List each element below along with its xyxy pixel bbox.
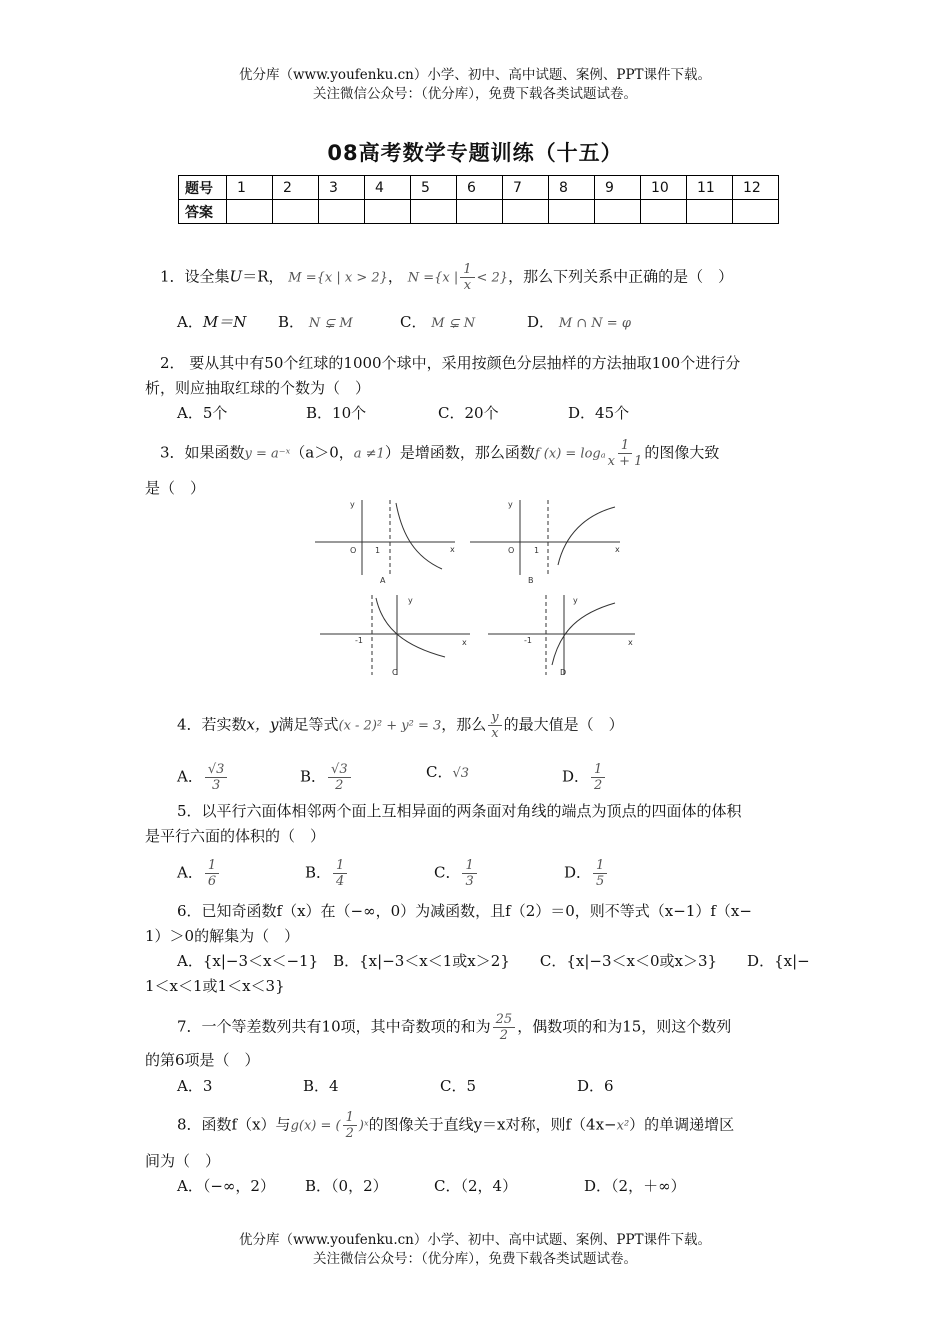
answer-cell[interactable] [365, 200, 411, 224]
q1-option-d[interactable]: D． M ∩ N = φ [527, 313, 631, 331]
graph-d-x-label: x [628, 638, 633, 647]
graph-c-tick: -1 [355, 636, 363, 645]
q1-suffix: ，那么下列关系中正确的是（ ） [508, 267, 734, 286]
q7-option-d[interactable]: D．6 [577, 1077, 614, 1095]
graph-a[interactable] [315, 500, 455, 575]
graph-b[interactable] [470, 500, 620, 575]
graph-a-x-label: x [450, 545, 455, 554]
q8-option-b[interactable]: B．（0，2） [305, 1177, 388, 1195]
graph-b-curve [558, 507, 615, 565]
q3-function: y = a⁻ˣ [244, 446, 291, 462]
graph-a-origin: O [350, 546, 357, 555]
graph-a-y-label: y [350, 500, 355, 509]
q8-line-2: 间为（ ） [145, 1152, 221, 1170]
q3-graphs [310, 495, 650, 680]
q2-option-a[interactable]: A．5个 [177, 404, 228, 422]
header-line-1: 优分库（www.youfenku.cn）小学、初中、高中试题、案例、PPT课件下载。 [238, 67, 712, 83]
answer-cell[interactable] [273, 200, 319, 224]
q7-option-a[interactable]: A．3 [177, 1077, 213, 1095]
q4-option-b[interactable]: B． $\frac{√3}{2}$ [300, 762, 353, 793]
q1-equals-r: ＝R， [242, 267, 284, 286]
q1-fraction: $\frac{1}{x}$ [460, 262, 474, 293]
q5-option-d[interactable]: D． $\frac{1}{5}$ [564, 858, 609, 889]
q8-fraction: $\frac{1}{2}$ [343, 1110, 357, 1141]
q5-option-a[interactable]: A． $\frac{1}{6}$ [177, 858, 221, 889]
q2-line-1: 2． 要从其中有50个红球的1000个球中，采用按颜色分层抽样的方法抽取100个进行分 [160, 354, 741, 372]
q6-line-2: 1）＞0的解集为（ ） [145, 927, 300, 945]
question-3: 3．如果函数y = a⁻ˣ（a＞0，a ≠1）是增函数，那么函数f (x) = logₐ $\frac{1}{x + 1}$ 的图像大致 [160, 438, 720, 469]
table-cell: 2 [273, 176, 319, 200]
row-label-answers: 答案 [179, 200, 227, 224]
table-cell: 12 [733, 176, 779, 200]
graph-b-tick: 1 [534, 546, 540, 555]
q7-fraction: $\frac{25}{2}$ [493, 1012, 516, 1043]
q5-option-c[interactable]: C． $\frac{1}{3}$ [434, 858, 479, 889]
q7-line-2: 的第6项是（ ） [145, 1051, 260, 1069]
footer-line-2: 关注微信公众号：（优分库），免费下载各类试题试卷。 [313, 1251, 637, 1267]
question-1: 1．设全集U＝R， M ={x | x > 2}， N ={x | $\frac{1}{x}$ < 2}，那么下列关系中正确的是（ ） [160, 262, 734, 293]
graph-c-y-label: y [408, 596, 413, 605]
graph-b-y-label: y [508, 500, 513, 509]
table-cell: 7 [503, 176, 549, 200]
table-cell: 11 [687, 176, 733, 200]
answer-cell[interactable] [319, 200, 365, 224]
q2-option-c[interactable]: C．20个 [438, 404, 499, 422]
q4-equation: (x - 2)² + y² = 3 [338, 718, 442, 734]
answer-cell[interactable] [457, 200, 503, 224]
table-cell: 1 [227, 176, 273, 200]
answer-table [178, 175, 779, 224]
answer-cell[interactable] [411, 200, 457, 224]
answer-cell[interactable] [595, 200, 641, 224]
row-label-numbers: 题号 [179, 176, 227, 200]
graph-c[interactable] [320, 595, 470, 675]
q4-option-a[interactable]: A． $\frac{√3}{3}$ [177, 762, 229, 793]
graph-c-caption: C [392, 668, 398, 677]
q6-options-cont[interactable]: 1＜x＜1或1＜x＜3} [145, 977, 285, 995]
answer-cell[interactable] [549, 200, 595, 224]
q8-option-d[interactable]: D．（2，＋∞） [584, 1177, 686, 1195]
q1-prefix: 1．设全集 [160, 267, 230, 286]
q7-option-c[interactable]: C．5 [440, 1077, 477, 1095]
q1-set-n-end: < 2} [476, 270, 509, 286]
question-7: 7．一个等差数列共有10项，其中奇数项的和为 $\frac{25}{2}$ ，偶数项的和为15，则这个数列 [177, 1012, 732, 1043]
graph-d-caption: D [560, 668, 567, 677]
table-row-answers [179, 200, 779, 224]
q2-option-b[interactable]: B．10个 [306, 404, 367, 422]
q1-set-n-start: N ={x | [407, 270, 459, 286]
graph-c-x-label: x [462, 638, 467, 647]
q4-fraction: $\frac{y}{x}$ [488, 710, 501, 741]
graph-c-curve [376, 598, 445, 657]
q3-fraction: $\frac{1}{x + 1}$ [607, 438, 643, 469]
table-cell: 4 [365, 176, 411, 200]
graph-b-x-label: x [615, 545, 620, 554]
graph-b-origin: O [508, 546, 515, 555]
q1-set-m: M ={x | x > 2} [288, 270, 388, 286]
q4-option-c[interactable]: C．√3 [426, 763, 470, 781]
graph-a-curve [396, 503, 442, 569]
answer-cell[interactable] [687, 200, 733, 224]
q2-line-2: 析，则应抽取红球的个数为（ ） [145, 379, 371, 397]
answer-cell[interactable] [641, 200, 687, 224]
table-row-numbers [179, 176, 779, 200]
table-cell: 10 [641, 176, 687, 200]
q5-line-1: 5．以平行六面体相邻两个面上互相异面的两条面对角线的端点为顶点的四面体的体积 [177, 802, 742, 820]
q8-option-a[interactable]: A．（−∞，2） [177, 1177, 275, 1195]
answer-cell[interactable] [733, 200, 779, 224]
answer-cell[interactable] [227, 200, 273, 224]
graph-d[interactable] [488, 595, 635, 675]
table-cell: 6 [457, 176, 503, 200]
graph-b-caption: B [528, 576, 534, 585]
graph-a-caption: A [380, 576, 386, 585]
q3-log-function: f (x) = logₐ [534, 446, 606, 462]
q5-option-b[interactable]: B． $\frac{1}{4}$ [305, 858, 349, 889]
graph-d-y-label: y [573, 596, 578, 605]
q2-option-d[interactable]: D．45个 [568, 404, 630, 422]
q1-option-b[interactable]: B． N ⊊ M [278, 313, 353, 331]
question-4: 4．若实数x，y满足等式(x - 2)² + y² = 3，那么 $\frac{y}{x}$ 的最大值是（ ） [177, 710, 624, 741]
table-cell: 8 [549, 176, 595, 200]
header-line-2: 关注微信公众号：（优分库），免费下载各类试题试卷。 [313, 86, 637, 102]
q5-line-2: 是平行六面的体积的（ ） [145, 827, 326, 845]
graph-d-tick: -1 [524, 636, 532, 645]
q6-line-1: 6．已知奇函数f（x）在（−∞，0）为减函数，且f（2）＝0，则不等式（x−1）f（x− [177, 902, 752, 920]
q3-line-2: 是（ ） [145, 479, 206, 497]
q1-option-c[interactable]: C． M ⊊ N [400, 313, 476, 331]
q4-option-d[interactable]: D． $\frac{1}{2}$ [562, 762, 607, 793]
table-cell: 5 [411, 176, 457, 200]
question-8: 8．函数f（x）与g(x) = ( $\frac{1}{2}$ )ˣ的图像关于直线y＝x对称，则f（4x−x²）的单调递增区 [177, 1110, 735, 1141]
q1-option-a[interactable]: A．M＝N [177, 313, 247, 331]
q6-options[interactable]: A．{x|−3＜x＜−1} B．{x|−3＜x＜1或x＞2} C．{x|−3＜x＜0或x＞3} D．{x|− [177, 952, 810, 970]
graph-a-tick: 1 [375, 546, 381, 555]
q1-universal: U [229, 267, 243, 286]
table-cell: 9 [595, 176, 641, 200]
answer-cell[interactable] [503, 200, 549, 224]
footer-line-1: 优分库（www.youfenku.cn）小学、初中、高中试题、案例、PPT课件下载。 [238, 1232, 712, 1248]
q8-option-c[interactable]: C．（2，4） [434, 1177, 518, 1195]
page-title: 08高考数学专题训练（十五） [327, 141, 623, 165]
table-cell: 3 [319, 176, 365, 200]
q7-option-b[interactable]: B．4 [303, 1077, 339, 1095]
